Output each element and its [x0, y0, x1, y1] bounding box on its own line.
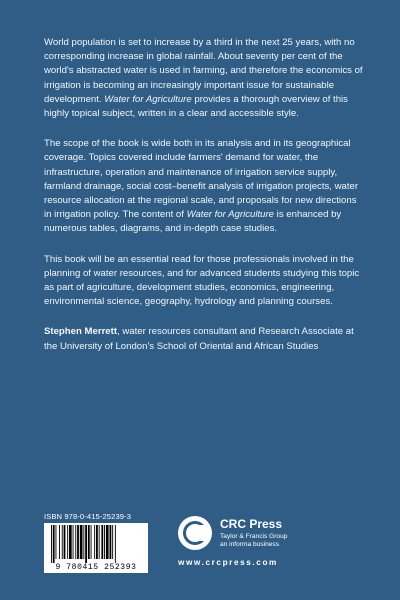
blurb-text: is enhanced by numerous tables, diagrams, and in-depth case studies.: [44, 209, 342, 235]
book-title-italic: Water for Agriculture: [104, 93, 192, 105]
author-name: Stephen Merrett: [44, 326, 118, 338]
blurb-text: The scope of the book is wide both in its analysis and in its geographical coverage. Topics covered include farmers' demand for water, the infrastructure, operation and maintenance of irrigation service supply, farmland drainage, social cost–benefit analysis of irrigation projects, water resource allocation at the regional scale, and proposals for new directions in irrigation policy. The content of: [44, 138, 359, 221]
publisher-name: CRC Press: [220, 517, 283, 531]
barcode-bars: [50, 525, 142, 563]
publisher-url: www.crcpress.com: [178, 558, 278, 567]
publisher-subtitle: [220, 533, 287, 549]
author-bio: [44, 325, 366, 353]
isbn-barcode-area: [44, 512, 156, 572]
author-description: , water resources consultant and Research Associate at the University of London's School of Oriental and African Studies: [44, 326, 354, 352]
barcode: [44, 523, 148, 573]
blurb-paragraph-2: [44, 137, 366, 236]
blurb-text: World population is set to increase by a third in the next 25 years, with no corresponding increase in global rainfall. About seventy per cent of the world's abstracted water is used in farming, and therefore the economics of irrigation is becoming an increasingly important issue for sustainable development.: [44, 37, 363, 105]
publisher-block: [178, 516, 358, 576]
crc-press-logo-icon: [178, 516, 212, 550]
blurb-paragraph-3: This book will be an essential read for those professionals involved in the planning of water resources, and for advanced students studying this topic as part of agriculture, development studies, economics, engineering, environmental science, geography, hydrology and planning courses.: [44, 253, 360, 308]
blurb: [44, 36, 366, 370]
publisher-group: Taylor & Francis Group: [220, 533, 288, 540]
isbn-label: ISBN 978-0-415-25239-3: [44, 512, 132, 521]
publisher-tagline: an informa business: [220, 541, 280, 548]
blurb-text: provides a thorough overview of this highly topical subject, written in a clear and accessible style.: [44, 93, 348, 120]
logo-cut: [195, 525, 209, 541]
book-title-italic: Water for Agriculture: [186, 209, 275, 221]
blurb-paragraph-1: [44, 36, 366, 121]
barcode-digits: 9 780415 252393: [55, 563, 137, 572]
